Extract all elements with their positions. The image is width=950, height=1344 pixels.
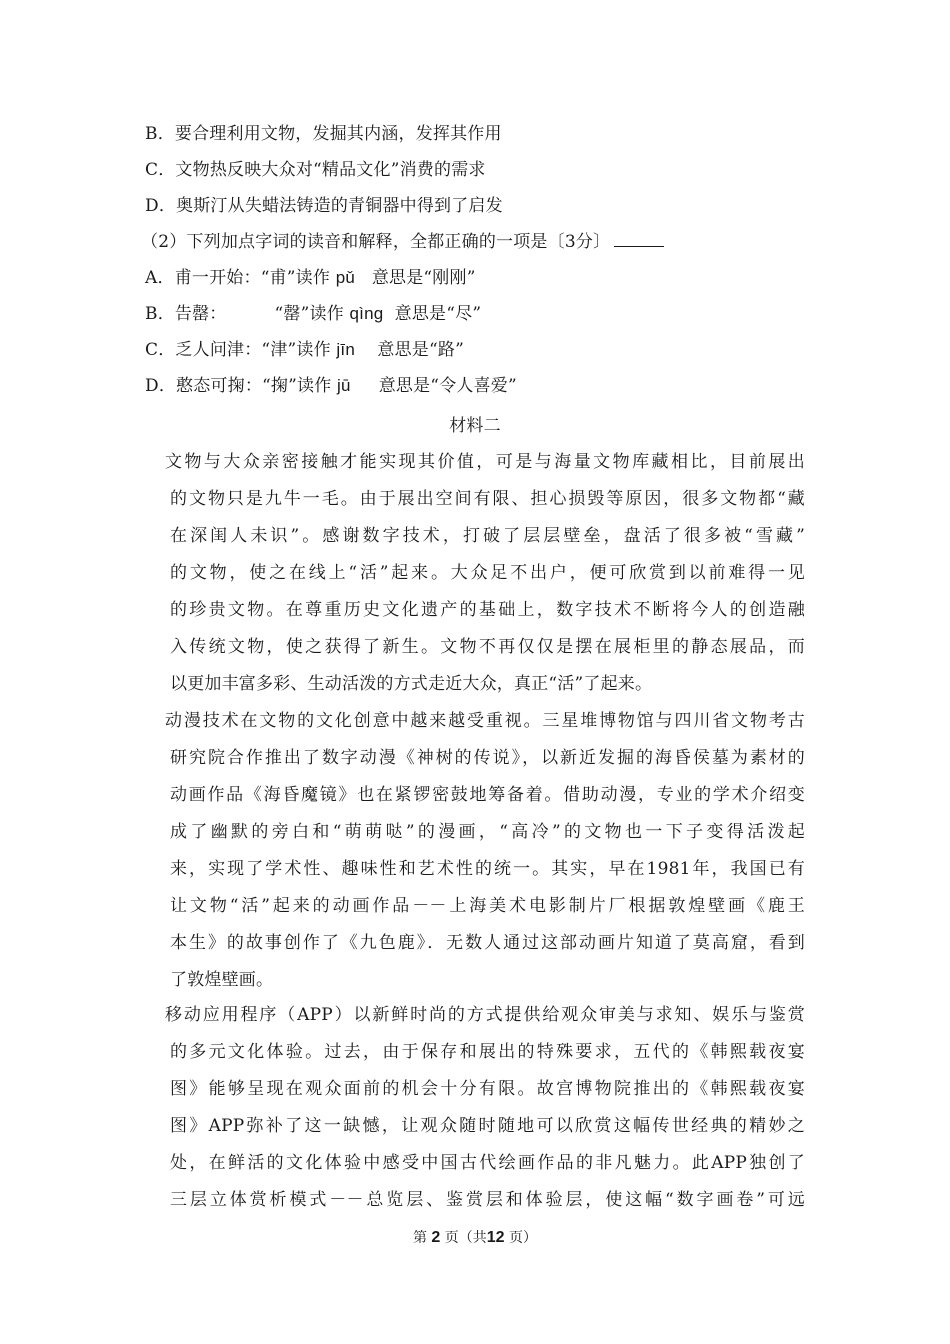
- option-char: “津”读作: [261, 340, 331, 360]
- option-meaning: 意思是“令人喜爱”: [378, 376, 517, 396]
- footer-suffix: 页）: [509, 1230, 538, 1246]
- option-meaning: 意思是“尽”: [394, 304, 482, 324]
- paragraph-line: 的多元文化体验。过去，由于保存和展出的特殊要求，五代的《韩熙载夜宴: [170, 1042, 805, 1062]
- paragraph-line: 来，实现了学术性、趣味性和艺术性的统一。其实，早在1981年，我国已有: [170, 859, 805, 879]
- option-d-q1: [145, 194, 503, 218]
- option-word: 甫一开始：: [174, 268, 261, 288]
- paragraph-line: 以更加丰富多彩、生动活泼的方式走近大众，真正“活”了起来。: [170, 674, 653, 694]
- footer-page-number: 2: [431, 1229, 441, 1246]
- paragraph-line: 图》能够呈现在观众面前的机会十分有限。故宫博物院推出的《韩熙载夜宴: [170, 1079, 805, 1099]
- option-a-q2: [145, 266, 476, 290]
- option-text: 要合理利用文物，发掘其内涵，发挥其作用: [174, 124, 502, 144]
- option-label: B．: [145, 304, 175, 324]
- option-text: 奥斯汀从失蜡法铸造的青铜器中得到了启发: [176, 196, 503, 216]
- paragraph-line: 的文物只是九牛一毛。由于展出空间有限、担心损毁等原因，很多文物都“藏: [170, 489, 805, 509]
- option-label: B．: [145, 124, 175, 144]
- paragraph-line: 动漫技术在文物的文化创意中越来越受重视。三星堆博物馆与四川省文物考古: [165, 711, 805, 731]
- option-pinyin: jū: [337, 376, 351, 395]
- material-title: 材料二: [449, 416, 501, 436]
- option-label: D．: [145, 376, 177, 396]
- paragraph-line: 让文物“活”起来的动画作品－－上海美术电影制片厂根据敦煌壁画《鹿王: [170, 896, 805, 916]
- option-pinyin: qìng: [349, 304, 384, 323]
- option-label: C．: [145, 160, 176, 180]
- option-char: “罄”读作: [274, 304, 344, 324]
- paragraph-line: 在深闺人未识”。感谢数字技术，打破了层层壁垒，盘活了很多被“雪藏”: [170, 526, 805, 546]
- option-char: “掬”读作: [262, 376, 332, 396]
- paragraph-line: 文物与大众亲密接触才能实现其价值，可是与海量文物库藏相比，目前展出: [165, 452, 805, 472]
- paragraph-line: 图》APP弥补了这一缺憾，让观众随时随地可以欣赏这幅传世经典的精妙之: [170, 1116, 805, 1136]
- option-meaning: 意思是“刚刚”: [371, 268, 476, 288]
- option-c-q1: [145, 158, 486, 182]
- option-b-q2: [145, 302, 481, 326]
- paragraph-line: 的文物，使之在线上“活”起来。大众足不出户，便可欣赏到以前难得一见: [170, 563, 805, 583]
- paragraph-line: 三层立体赏析模式－－总览层、鉴赏层和体验层，使这幅“数字画卷”可远: [170, 1190, 805, 1210]
- page-footer: [0, 1228, 950, 1248]
- answer-blank: [614, 230, 664, 247]
- option-pinyin: pǔ: [335, 268, 355, 287]
- footer-total-pages: 12: [486, 1229, 505, 1246]
- option-text: 文物热反映大众对“精品文化”消费的需求: [175, 160, 486, 180]
- paragraph-line: 研究院合作推出了数字动漫《神树的传说》，以新近发掘的海昏侯墓为素材的: [170, 748, 805, 768]
- paragraph-line: 动画作品《海昏魔镜》也在紧锣密鼓地筹备着。借助动漫，专业的学术介绍变: [170, 785, 805, 805]
- option-d-q2: [145, 374, 517, 398]
- option-b-q1: [145, 122, 502, 146]
- question-2-text: （2）下列加点字词的读音和解释，全都正确的一项是〔3分〕: [141, 232, 611, 252]
- option-char: “甫”读作: [260, 268, 331, 288]
- option-word: 乏人问津：: [175, 340, 262, 360]
- option-word: 告罄：: [174, 304, 227, 324]
- option-word: 憨态可掬：: [176, 376, 263, 396]
- paragraph-line: 了敦煌壁画。: [170, 970, 274, 990]
- option-label: A．: [145, 268, 175, 288]
- question-2: [141, 230, 664, 254]
- paragraph-line: 处，在鲜活的文化体验中感受中国古代绘画作品的非凡魅力。此APP独创了: [170, 1153, 805, 1173]
- paragraph-line: 的珍贵文物。在尊重历史文化遗产的基础上，数字技术不断将今人的创造融: [170, 600, 805, 620]
- paragraph-line: 本生》的故事创作了《九色鹿》．无数人通过这部动画片知道了莫高窟，看到: [170, 933, 805, 953]
- paragraph-line: 成了幽默的旁白和“萌萌哒”的漫画，“高冷”的文物也一下子变得活泼起: [170, 822, 805, 842]
- option-label: D．: [145, 196, 177, 216]
- paragraph-line: 移动应用程序（APP）以新鲜时尚的方式提供给观众审美与求知、娱乐与鉴赏: [165, 1005, 805, 1025]
- footer-middle: 页（共: [444, 1230, 487, 1246]
- option-pinyin: jīn: [336, 340, 355, 359]
- option-label: C．: [145, 340, 176, 360]
- footer-prefix: 第: [412, 1230, 427, 1246]
- option-c-q2: [145, 338, 464, 362]
- paragraph-line: 入传统文物，使之获得了新生。文物不再仅仅是摆在展柜里的静态展品，而: [170, 637, 805, 657]
- option-meaning: 意思是“路”: [377, 340, 464, 360]
